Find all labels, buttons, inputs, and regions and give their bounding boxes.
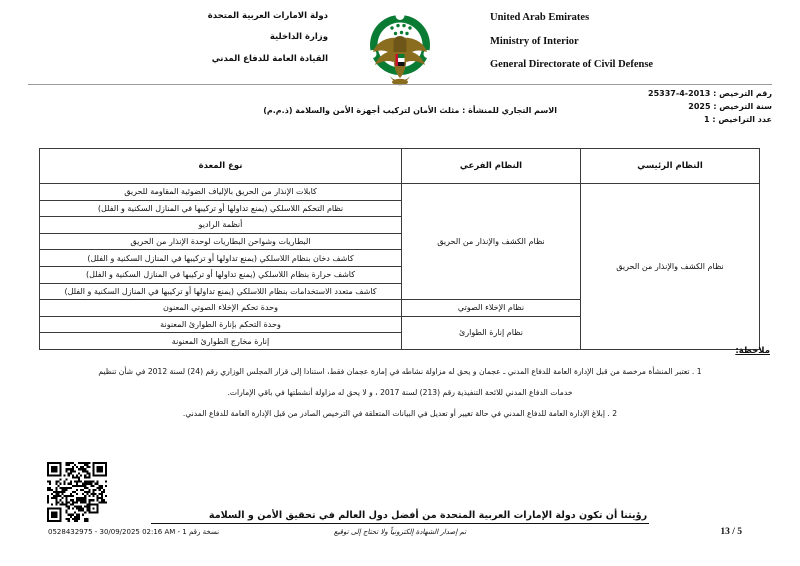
header-en-line-1: United Arab Emirates bbox=[490, 12, 590, 23]
cell-equipment-type: وحدة التحكم بإنارة الطوارئ المعنونة bbox=[40, 316, 402, 333]
footer-electronic-note: تم إصدار الشهادة إلكترونياً ولا تحتاج إلى توقيع bbox=[333, 528, 467, 536]
license-table-wrapper bbox=[40, 148, 760, 350]
note-item-1-line-1: 1 . تعتبر المنشأة مرخصة من قبل الإدارة العامة للدفاع المدني ـ عجمان و يحق له مزاولة نشاطه في إمارة عجمان فقط، استنادا إلى قرار المجلس الوزاري رقم (24) لسنة 2012 في شأن تنظيم bbox=[98, 367, 702, 376]
notes-section bbox=[30, 346, 770, 427]
header-english-block bbox=[460, 12, 772, 71]
note-item-2: 2 . إبلاغ الإدارة العامة للدفاع المدني في حالة تغيير أو تعديل في البيانات المتعلقة في الترخيص الصادر من قبل الإدارة العامة للدفاع المدني. bbox=[182, 408, 618, 418]
footer-page-number: 13 / 5 bbox=[720, 527, 742, 537]
license-number-label: رقم الترخيص : bbox=[713, 89, 772, 98]
notes-label: ملاحظة: bbox=[735, 346, 770, 356]
license-count-label: عدد التراخيص : bbox=[712, 114, 772, 124]
license-meta-right bbox=[648, 88, 772, 127]
cell-sub-system: نظام الكشف والإنذار من الحريق bbox=[402, 184, 581, 300]
cell-main-system: نظام الكشف والإنذار من الحريق bbox=[581, 184, 760, 350]
header-en-line-2: Ministry of Interior bbox=[490, 35, 579, 47]
document-footer bbox=[28, 528, 772, 544]
cell-equipment-type: كاشف متعدد الاستخدامات بنظام اللاسلكي (يمنع تداولها أو تركيبها في المنازل السكنية و الفلل) bbox=[40, 283, 402, 300]
header-divider bbox=[28, 84, 772, 85]
vision-slogan bbox=[0, 505, 800, 523]
th-main-system: النظام الرئيسي bbox=[581, 149, 760, 184]
trade-name-line: الاسم التجاري للمنشأة : مثلث الأمان لتركيب أجهزة الأمن والسلامة (ذ.م.م) bbox=[263, 106, 557, 115]
license-table bbox=[39, 148, 760, 350]
license-count-row bbox=[648, 114, 772, 127]
cell-equipment-type: وحدة تحكم الإخلاء الصوتي المعنون bbox=[40, 300, 402, 317]
cell-sub-system: نظام إنارة الطوارئ bbox=[402, 316, 581, 349]
vision-slogan-text: رؤيتنا أن تكون دولة الإمارات العربية المتحدة من أفضل دول العالم في تحقيق الأمن و السلامة bbox=[151, 510, 649, 524]
cell-equipment-type: إنارة مخارج الطوارئ المعنونة bbox=[40, 333, 402, 350]
document-header bbox=[0, 0, 800, 78]
note-item-1-line-2: خدمات الدفاع المدني للائحة التنفيذية رقم (213) لسنة 2017 ، و لا يحق له مزاولة أنشطتها في باقي الإمارات. bbox=[227, 387, 573, 397]
header-en-line-3: General Directorate of Civil Defense bbox=[490, 59, 654, 71]
th-equipment-type: نوع المعدة bbox=[40, 149, 402, 184]
table-header-row bbox=[40, 149, 760, 184]
header-arabic-block bbox=[28, 12, 340, 64]
license-table-body bbox=[40, 184, 760, 350]
cell-equipment-type: أنظمة الراديو bbox=[40, 217, 402, 234]
license-count-value: 1 bbox=[703, 114, 710, 124]
license-year-label: سنة الترخيص : bbox=[713, 101, 772, 111]
cell-equipment-type: نظام التحكم اللاسلكي (يمنع تداولها أو تركيبها في المنازل السكنية و الفلل) bbox=[40, 200, 402, 217]
table-row bbox=[40, 184, 760, 201]
header-ar-line-2: وزارة الداخلية bbox=[269, 32, 328, 43]
cell-sub-system: نظام الإخلاء الصوتي bbox=[402, 300, 581, 317]
footer-copy-info: 0528432975 - 30/09/2025 02:16 AM - 1 نسخة رقم bbox=[48, 528, 220, 536]
license-number-row bbox=[648, 88, 772, 101]
header-ar-line-1: دولة الامارات العربية المتحدة bbox=[207, 11, 328, 21]
cell-equipment-type: كاشف دخان بنظام اللاسلكي (يمنع تداولها أو تركيبها في المنازل السكنية و الفلل) bbox=[40, 250, 402, 267]
license-year-row bbox=[648, 101, 772, 114]
cell-equipment-type: كاشف حرارة بنظام اللاسلكي (يمنع تداولها أو تركيبها في المنازل السكنية و الفلل) bbox=[40, 266, 402, 283]
license-year-value: 2025 bbox=[688, 101, 711, 111]
cell-equipment-type: كابلات الإنذار من الحريق بالإلياف الضوئية المقاومة للحريق bbox=[40, 184, 402, 201]
uae-federal-emblem bbox=[340, 12, 460, 90]
cell-equipment-type: البطاريات وشواحن البطاريات لوحدة الإنذار من الحريق bbox=[40, 233, 402, 250]
license-number-value: 2013-4-25337 bbox=[648, 89, 711, 98]
header-ar-line-3: القيادة العامة للدفاع المدني bbox=[211, 53, 328, 64]
th-sub-system: النظام الفرعي bbox=[402, 149, 581, 184]
